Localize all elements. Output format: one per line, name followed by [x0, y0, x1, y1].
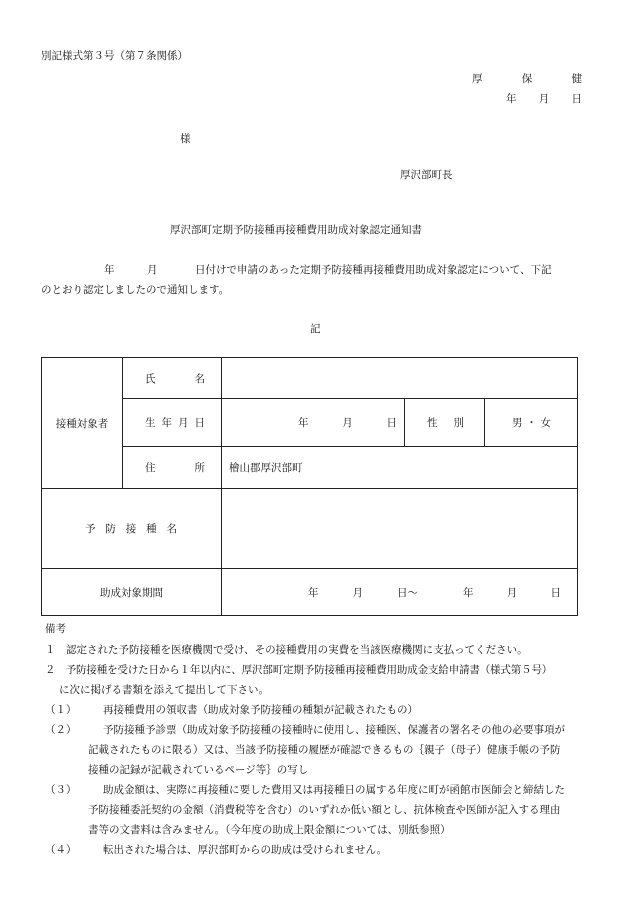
document-number: 厚 保 健	[472, 73, 582, 85]
form-number: 別記様式第３号（第７条関係）	[41, 50, 188, 62]
document-title: 厚沢部町定期予防接種再接種費用助成対象認定通知書	[170, 224, 422, 236]
period-end: 年 月 日	[463, 586, 561, 599]
vaccine-value-cell	[222, 489, 578, 569]
period-label-cell	[42, 569, 222, 616]
item-1-line-1: 再接種費用の領収書（助成対象予防接種の種類が記載されたもの）	[103, 704, 418, 716]
subject-label-cell	[42, 358, 123, 489]
issue-date: 年 月 日	[506, 93, 582, 105]
item-2-line-1: 予防接種予診票（助成対象予防接種の接種時に使用し、接種医、保護者の署名その他の必要事項が	[103, 724, 565, 736]
birth-label-cell: 生 年 月 日	[123, 399, 222, 447]
item-3-line-1: 助成金額は、実際に再接種に要した費用又は再接種日の属する年度に町が函館市医師会と締結した	[103, 784, 565, 796]
item-3-line-2: 予防接種委託契約の金額（消費税等を含む）のいずれか低い額とし、抗体検査や医師が記入する理由	[88, 804, 561, 816]
period-value-cell	[222, 569, 578, 616]
form-table	[41, 357, 578, 616]
sex-label-cell: 性 別	[405, 399, 485, 447]
name-value-cell	[222, 358, 578, 399]
intro-month: 月	[147, 264, 158, 276]
name-label-cell: 氏 名	[123, 358, 222, 399]
note-2-line-2: に次に掲げる書類を添えて提出して下さい。	[59, 684, 269, 696]
ki-heading: 記	[310, 323, 321, 335]
item-2-number: （２）	[45, 724, 77, 736]
vaccine-label-cell: 予 防 接 種 名	[42, 489, 222, 569]
intro-line1: 日付けで申請のあった定期予防接種再接種費用助成対象認定について、下記	[195, 264, 552, 276]
item-3-line-3: 書等の文書料は含みません。（今年度の助成上限金額については、別紙参照）	[88, 824, 451, 836]
notes-heading: 備考	[45, 623, 66, 635]
address-label-cell: 住 所	[123, 447, 222, 489]
period-label: 助成対象期間	[100, 586, 163, 599]
birth-date-cell: 年 月 日	[222, 399, 405, 447]
item-1-number: （１）	[45, 704, 77, 716]
intro-year: 年	[104, 264, 115, 276]
item-2-line-3: 接種の記録が記載されているページ等｝の写し	[88, 764, 309, 776]
item-4-number: （４）	[45, 844, 77, 856]
issuer: 厚沢部町長	[400, 169, 453, 181]
sex-value-cell: 男 ・ 女	[485, 399, 578, 447]
note-1: １ 認定された予防接種を医療機関で受け、その接種費用の実費を当該医療機関に支払ってください。	[45, 644, 528, 656]
item-4-line-1: 転出された場合は、厚沢部町からの助成は受けられません。	[103, 844, 388, 856]
subject-label: 接種対象者	[55, 417, 109, 430]
note-2-line-1: ２ 予防接種を受けた日から１年以内に、厚沢部町定期予防接種再接種費用助成金支給申請書（様式第５号）	[45, 664, 553, 676]
address-value-cell	[222, 447, 578, 489]
address-value: 檜山郡厚沢部町	[229, 462, 303, 474]
period-start: 年 月 日～	[308, 586, 418, 599]
intro-line2: のとおり認定しましたので通知します。	[41, 284, 230, 296]
item-3-number: （３）	[45, 784, 77, 796]
recipient-suffix: 様	[180, 133, 191, 145]
item-2-line-2: 記載されたものに限る）又は、当該予防接種の履歴が確認できるもの｛親子（母子）健康手帳の予防	[88, 744, 561, 756]
